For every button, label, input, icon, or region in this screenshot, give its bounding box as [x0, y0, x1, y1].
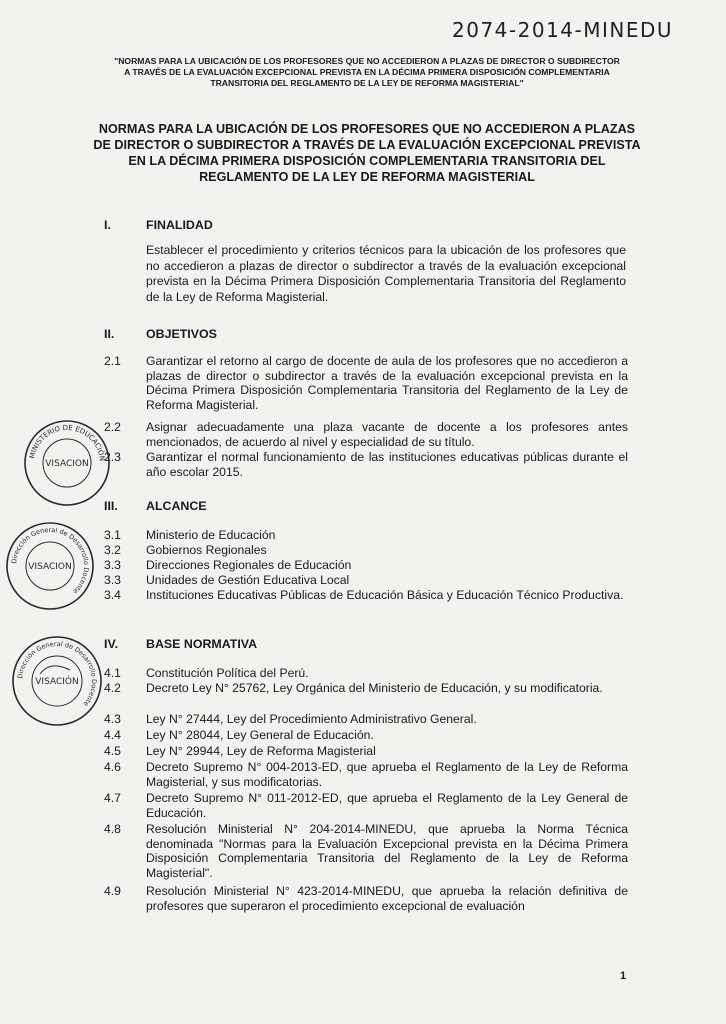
- visacion-seal-2: [4, 520, 96, 612]
- section-title: BASE NORMATIVA: [146, 637, 258, 651]
- running-header: "NORMAS PARA LA UBICACIÓN DE LOS PROFESORES QUE NO ACCEDIERON A PLAZAS DE DIRECTOR O SUBDIRECTOR A TRAVÉS DE LA EVALUACIÓN EXCEPCIONAL PREVISTA EN LA DÉCIMA PRIMERA DISPOSICIÓN COMPLEMENTARIA TRANSITORIA DEL REGLAMENTO DE LA LEY DE REFORMA MAGISTERIAL": [114, 56, 620, 88]
- item-text: Gobiernos Regionales: [146, 543, 267, 557]
- item-text: Constitución Política del Perú.: [146, 666, 309, 680]
- item-number: 4.9: [104, 884, 121, 898]
- item-number: 3.1: [104, 528, 121, 542]
- visacion-seal-1: [22, 418, 112, 508]
- svg-text:Dirección General de Desarroll: Dirección General de Desarrollo Docente: [10, 525, 91, 596]
- section-title: FINALIDAD: [146, 218, 213, 232]
- item-text: Garantizar el retorno al cargo de docente de aula de los profesores que no accedieron a plazas de director o subdirector a través de la evaluación excepcional prevista en la Décima Primera Disposición Complementaria Transitoria del Reglamento de la Ley de Reforma Magisterial.: [146, 354, 628, 412]
- item-text: Asignar adecuadamente una plaza vacante de docente a los profesores antes mencionados, de acuerdo al nivel y especialidad de su título.: [146, 420, 628, 449]
- svg-text:MINISTERIO DE EDUCACIÓN: MINISTERIO DE EDUCACIÓN: [28, 423, 107, 462]
- section-title: ALCANCE: [146, 499, 207, 513]
- item-text: Ministerio de Educación: [146, 528, 276, 542]
- item-number: 4.2: [104, 681, 121, 695]
- item-number: 4.7: [104, 791, 121, 805]
- svg-text:VISACION: VISACION: [28, 562, 72, 572]
- item-text: Instituciones Educativas Públicas de Educación Básica y Educación Técnico Productiva.: [146, 588, 624, 602]
- item-text: Ley N° 28044, Ley General de Educación.: [146, 728, 374, 742]
- item-text: Resolución Ministerial N° 423-2014-MINEDU, que aprueba la relación definitiva de profesores que superaron el procedimiento excepcional de evaluación: [146, 884, 628, 913]
- svg-text:Dirección General de Desarroll: Dirección General de Desarrollo Docente: [16, 639, 99, 708]
- item-number: 2.2: [104, 420, 121, 434]
- item-number: 3.4: [104, 588, 121, 602]
- item-number: 4.6: [104, 760, 121, 774]
- section-number: I.: [104, 218, 111, 232]
- item-text: Decreto Supremo N° 011-2012-ED, que aprueba el Reglamento de la Ley General de Educación.: [146, 791, 628, 820]
- item-number: 3.3: [104, 558, 121, 572]
- item-text: Resolución Ministerial N° 204-2014-MINEDU, que aprueba la Norma Técnica denominada "Normas para la Evaluación Excepcional prevista en la Décima Primera Disposición Complementaria Transitoria del Reglamento de la Ley de Reforma Magisterial".: [146, 822, 628, 880]
- item-number: 3.3: [104, 573, 121, 587]
- item-number: 2.1: [104, 354, 121, 368]
- svg-text:VISACION: VISACION: [45, 459, 89, 469]
- item-text: Garantizar el normal funcionamiento de las instituciones educativas públicas durante el año escolar 2015.: [146, 450, 628, 479]
- section-number: IV.: [104, 637, 119, 651]
- item-number: 4.3: [104, 712, 121, 726]
- item-text: Ley N° 29944, Ley de Reforma Magisterial: [146, 744, 376, 758]
- item-number: 4.1: [104, 666, 121, 680]
- item-text: Ley N° 27444, Ley del Procedimiento Administrativo General.: [146, 712, 477, 726]
- item-text: Direcciones Regionales de Educación: [146, 558, 352, 572]
- item-text: Unidades de Gestión Educativa Local: [146, 573, 350, 587]
- document-title: NORMAS PARA LA UBICACIÓN DE LOS PROFESORES QUE NO ACCEDIERON A PLAZAS DE DIRECTOR O SUBDIRECTOR A TRAVÉS DE LA EVALUACIÓN EXCEPCIONAL PREVISTA EN LA DÉCIMA PRIMERA DISPOSICIÓN COMPLEMENTARIA TRANSITORIA DEL REGLAMENTO DE LA LEY DE REFORMA MAGISTERIAL: [93, 122, 641, 184]
- section-number: III.: [104, 499, 118, 513]
- item-number: 2.3: [104, 450, 121, 464]
- item-number: 4.5: [104, 744, 121, 758]
- item-number: 4.8: [104, 822, 121, 836]
- document-number: 2074-2014-MINEDU: [452, 18, 674, 42]
- section-title: OBJETIVOS: [146, 327, 217, 341]
- page-number: 1: [620, 970, 627, 982]
- svg-text:VISACIÓN: VISACIÓN: [35, 677, 79, 687]
- item-text: Decreto Ley N° 25762, Ley Orgánica del Ministerio de Educación, y su modificatoria.: [146, 681, 603, 695]
- section-number: II.: [104, 327, 115, 341]
- item-text: Decreto Supremo N° 004-2013-ED, que aprueba el Reglamento de la Ley de Reforma Magisterial, y sus modificatorias.: [146, 760, 628, 789]
- visacion-seal-3: [10, 634, 104, 728]
- finalidad-paragraph: Establecer el procedimiento y criterios técnicos para la ubicación de los profesores que no accedieron a plazas de director o subdirector a través de la evaluación excepcional prevista en la Décima Primera Disposición Complementaria Transitoria del Reglamento de la Ley de Reforma Magisterial.: [146, 243, 626, 304]
- item-number: 3.2: [104, 543, 121, 557]
- item-number: 4.4: [104, 728, 121, 742]
